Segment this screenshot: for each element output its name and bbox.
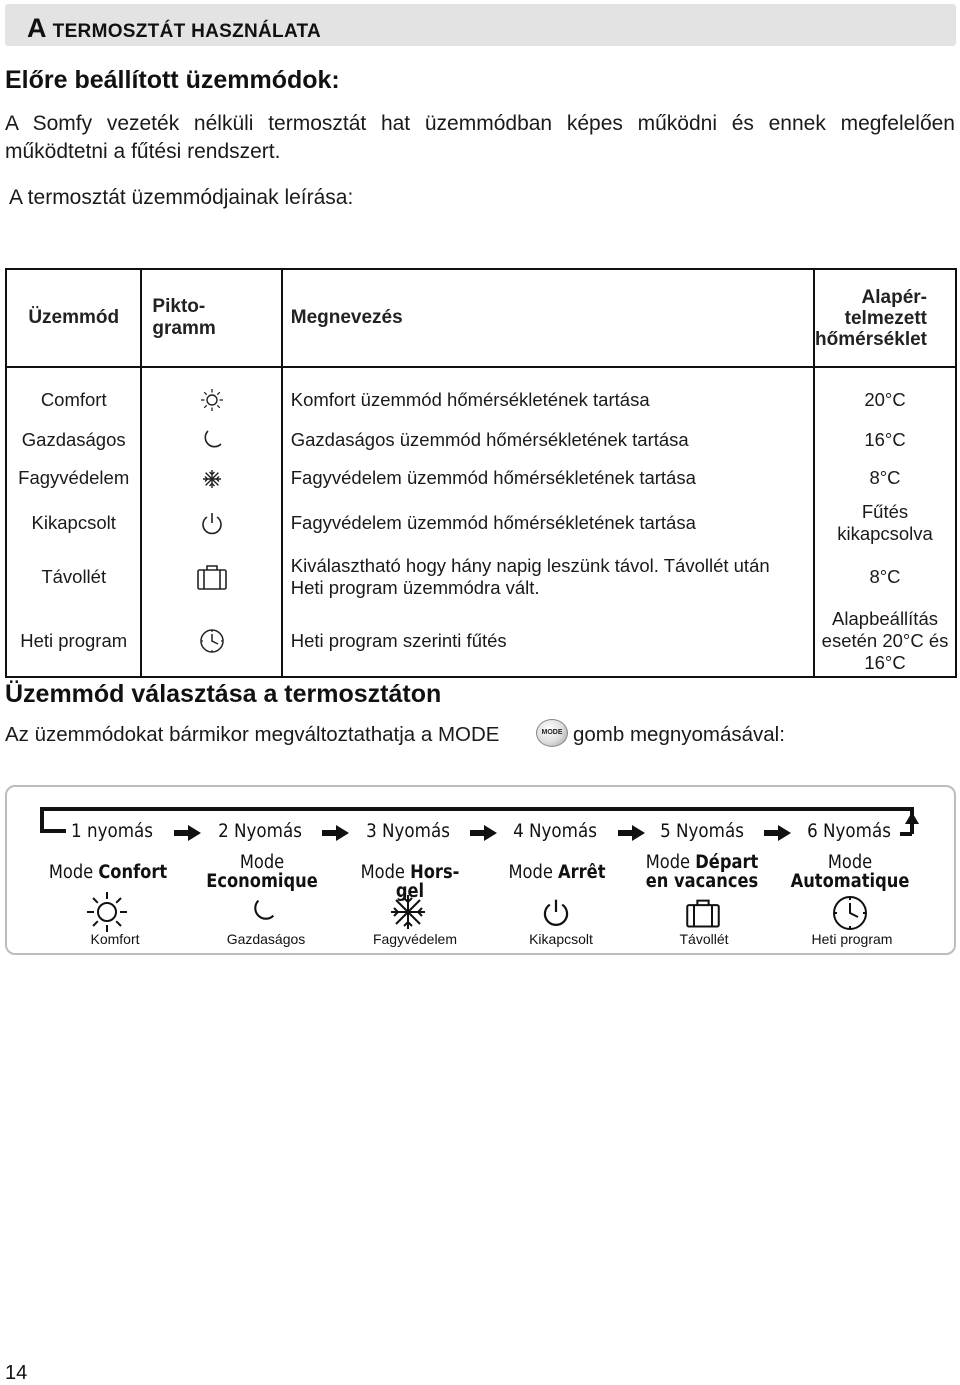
power-icon — [540, 896, 572, 928]
row-mode: Távollét — [6, 549, 141, 605]
row-description: Fagyvédelem üzemmód hőmérsékletének tartása — [282, 459, 814, 497]
step-mode-name: Mode Arrêt — [508, 862, 606, 883]
row-mode: Kikapcsolt — [6, 497, 141, 549]
intro-line-2: működtetni a fűtési rendszert. — [5, 140, 281, 163]
step-press-label: 3 Nyomás — [366, 820, 450, 842]
preset-modes-heading: Előre beállított üzemmódok: — [5, 66, 340, 94]
row-temperature: Alapbeállítás esetén 20°C és 16°C — [814, 605, 956, 677]
step-label: Heti program — [811, 931, 893, 947]
mode-selection-heading: Üzemmód választása a termosztáton — [5, 680, 442, 708]
step-press-label: 1 nyomás — [71, 820, 153, 842]
row-description: Komfort üzemmód hőmérsékletének tartása — [282, 379, 814, 421]
mode-selection-text-before: Az üzemmódokat bármikor megváltoztathatja a MODE — [5, 723, 500, 746]
step-press-label: 6 Nyomás — [807, 820, 891, 842]
step-press-label: 5 Nyomás — [660, 820, 744, 842]
step-mode-name: Mode Confort — [48, 862, 168, 883]
header-mode: Üzemmód — [6, 269, 141, 367]
header-name: Megnevezés — [282, 269, 814, 367]
mode-description-intro: A termosztát üzemmódjainak leírása: — [9, 186, 354, 209]
moon-icon — [248, 896, 278, 926]
row-temperature: 20°C — [814, 379, 956, 421]
row-description: Kiválasztható hogy hány napig leszünk távol. Távollét után Heti program üzemmódra vált. — [282, 549, 814, 605]
arrow-right-icon — [470, 823, 498, 843]
row-temperature: 16°C — [814, 421, 956, 459]
header-pictogram: Pikto- gramm — [141, 269, 281, 367]
step-label: Távollét — [679, 931, 729, 947]
row-mode: Fagyvédelem — [6, 459, 141, 497]
clock-icon — [830, 893, 870, 933]
arrow-right-icon — [618, 823, 646, 843]
intro-line-1: A Somfy vezeték nélküli termosztát hat üzemmódban képes működni és ennek megfelelően — [5, 112, 955, 135]
row-temperature: 8°C — [814, 459, 956, 497]
header-default-temp: Alapér- telmezett hőmérséklet — [814, 269, 956, 367]
suitcase-icon — [685, 897, 721, 929]
arrow-right-icon — [322, 823, 350, 843]
page-number: 14 — [5, 1362, 28, 1384]
arrow-right-icon — [174, 823, 202, 843]
snowflake-icon — [388, 892, 428, 932]
step-label: Komfort — [90, 931, 140, 947]
step-label: Kikapcsolt — [529, 931, 593, 947]
mode-button-icon: MODE — [536, 719, 568, 747]
row-mode: Gazdaságos — [6, 421, 141, 459]
section-title-rest: TERMOSZTÁT HASZNÁLATA — [52, 21, 322, 42]
sun-icon — [85, 890, 129, 934]
step-press-label: 4 Nyomás — [513, 820, 597, 842]
step-press-label: 2 Nyomás — [218, 820, 302, 842]
arrow-right-icon — [764, 823, 792, 843]
row-temperature: Fűtés kikapcsolva — [814, 497, 956, 549]
step-mode-name: Mode Départ en vacances — [645, 852, 759, 892]
step-label: Gazdaságos — [226, 931, 306, 947]
mode-selection-text-after: gomb megnyomásával: — [573, 723, 785, 746]
row-description: Fagyvédelem üzemmód hőmérsékletének tartása — [282, 497, 814, 549]
row-temperature: 8°C — [814, 549, 956, 605]
row-description: Heti program szerinti fűtés — [282, 605, 814, 677]
row-description: Gazdaságos üzemmód hőmérsékletének tartása — [282, 421, 814, 459]
row-mode: Comfort — [6, 379, 141, 421]
step-mode-name: Mode Economique — [206, 852, 318, 892]
row-mode: Heti program — [6, 605, 141, 677]
step-mode-name: Mode Hors-gel — [360, 862, 460, 902]
step-mode-name: Mode Automatique — [790, 852, 910, 892]
section-title-initial: A — [27, 13, 47, 43]
step-label: Fagyvédelem — [372, 931, 458, 947]
